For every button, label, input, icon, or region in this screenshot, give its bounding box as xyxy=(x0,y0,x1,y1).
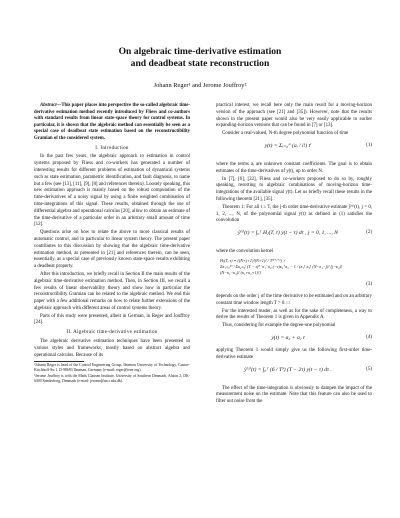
equation-4-number: (4) xyxy=(366,334,372,340)
right-paragraph-7: For the interested reader, as well as for the sake of completeness, a way to derive the results of Theorem 1 is given in Appendix A. xyxy=(216,308,372,321)
equation-3-body xyxy=(220,258,360,276)
title-line-2: and deadbeat state reconstruction xyxy=(130,58,270,69)
footnote-2: ²Jerome Jouffroy is with the Mads Clausen Institute, University of Southern Denmark, Alsion 2, DK-6400 Sønderborg, Denmark (e-mail: jerome@mci.sdu.dk). xyxy=(34,374,190,384)
abstract-text: —This paper places into perspective the so-called algebraic time-derivative estimation method recently introduced by Fliess and co-authors with standard results from linear state-space theory for control systems. In particular, it is shown that the algebraic method can essentially be seen as a special case of deadbeat state estimation based on the reconstructibility Gramian of the considered system. xyxy=(34,103,190,141)
equation-3-line-1: Hⱼ(T, τ) = ((N+j+1)!(N+1)! / Tᴺ⁺ʲ⁺¹) × xyxy=(220,257,286,263)
equation-5-number: (5) xyxy=(366,366,372,372)
equation-3-number: (3) xyxy=(366,281,372,287)
theorem-1: Theorem 1: For all t ≥ T, the j-th order time-derivative estimate ŷ⁽ʲ⁾(t), j = 0, 1, 2, ..., N, of the polynomial signal y(t) as defined in (1) satisfies the convolution xyxy=(216,204,372,224)
right-paragraph-6: depends on the order j of the time derivative to be estimated and on an arbitrary constant time window length T > 0. □ xyxy=(216,293,372,306)
right-paragraph-5: where the convolution kernel xyxy=(216,249,274,255)
abstract-lead: Abstract xyxy=(40,103,57,108)
section-2-paragraph-1: The algebraic derivative estimation techniques have been presented in various styles and frameworks, mostly based on abstract algebra and operational calculus. Because of its xyxy=(34,339,190,358)
right-column xyxy=(216,103,372,407)
equation-1-body: y(t) = Σᵢ₌₀ᴺ (aᵢ / i!) tⁱ xyxy=(264,142,312,149)
right-paragraph-2: Consider a real-valued, N-th degree polynomial function of time xyxy=(222,131,349,137)
abstract xyxy=(34,103,190,143)
equation-5-body: ŷ⁽¹⁾(t) = ∫₀ᵀ (6 / T³) (T − 2τ) y(t − τ) dτ . xyxy=(244,366,332,373)
equation-1-number: (1) xyxy=(366,142,372,148)
intro-paragraph-4: Parts of this study were presented, albeit in German, in Reger and Jouffroy [24]. xyxy=(34,313,190,326)
title-line-1: On algebraic time-derivative estimation xyxy=(118,46,282,57)
equation-2-body: ŷ⁽ʲ⁾(t) = ∫₀ᵀ Hⱼ(T, τ) y(t − τ) dτ , j = 0, 1, ..., N xyxy=(238,230,338,237)
intro-paragraph-3: After this introduction, we briefly recall in Section II the main results of the algebraic time-derivative estimation method. Then, in Section III, we recall a few results of linear observability theory and show how in particular the reconstructibility Gramian can be related to the algebraic method. We end this paper with a few additional remarks on how to relate further extensions of the algebraic approach with different areas of control systems theory. xyxy=(34,271,190,311)
right-paragraph-3: where the terms aᵢ are unknown constant coefficients. The goal is to obtain estimates of the time-derivatives of y(t), up to order N. xyxy=(216,161,372,174)
footnote-1: ¹Johann Reger is head of the Control Engineering Group, Ilmenau University of Technology, Gustav-Kirchhoff-Str.1, D-98693 Ilmenau, Germany (e-mail: reger@ieee.org). xyxy=(34,363,190,373)
right-paragraph-4: In [7], [6], [22], Fliess and co-workers proposed to do so by, roughly speaking, resorting to algebraic combinations of moving-horizon time-integrations of the available signal y(t). Let us briefly recall these results in the following theorem [21], [35]. xyxy=(216,176,372,202)
equation-4-body: y(t) = a₀ + a₁ t xyxy=(271,334,305,341)
equation-5 xyxy=(216,364,372,384)
right-paragraph-1: practical interest, we recall here only the main result for a moving-horizon version of the approach (see [21] and [35]). However, note that the results shown in the present paper would also be very easily applicable to earlier expanding-horizon versions that can be found in [7] or [13]. xyxy=(216,103,372,129)
equation-3-line-2: Σκ₁₌₀ᴺ⁻ʲ Σκ₂₌₀ʲ (T − τ)ᴺ⁻κ₁⁻κ₂ (−τ)κ₁⁺κ₂ − 1 / (κ₁! κ₂! (N−κ₁−j)! (j−κ₂)! (N−κ₁−κ₂)! (κ₁+κ₂+1)!) xyxy=(220,263,343,275)
footnote-rule xyxy=(34,361,84,362)
right-paragraph-10: The effect of the time-integration is obviously to dampen the impact of the measurement noise on the estimate. Note that this feature can also be used to filter out noise from the xyxy=(216,385,372,405)
intro-paragraph-1: In the past few years, the algebraic approach to estimation in control systems proposed by Fliess and co-workers has generated a number of interesting results for different problems of estimation of dynamical systems such as state estimation, parametric identification, and fault diagnosis, to name but a few (see [13], [11], [9], [8] and references therein). Loosely speaking, this new estimation approach is mainly based on the robust computation of the time-derivatives of a noisy signal by using a finite weighted combination of time-integrations of this signal. These results, obtained through the use of differential algebra and operational calculus [20], allow to obtain an estimate of the time-derivative of a particular order in an arbitrary small amount of time [12]. xyxy=(34,154,190,228)
equation-4 xyxy=(216,332,372,346)
equation-1 xyxy=(216,140,372,160)
section-1-heading: I. Introduction xyxy=(95,145,129,151)
intro-paragraph-2: Questions arise on how to relate the above to more classical results of automatic control, and in particular to linear system theory. The present paper contributes to this discussion by showing that the algebraic time-derivative estimation method, as presented in [21] and references therein, can be seen, essentially, as a special case of previously known state-space results exhibiting a deadbeat property. xyxy=(34,230,190,270)
right-paragraph-9: applying Theorem 1 would simply give us the following first-order time-derivative estimate xyxy=(216,347,372,360)
equation-2 xyxy=(216,227,372,247)
left-column xyxy=(34,103,190,385)
equation-2-number: (2) xyxy=(366,230,372,236)
paper-title xyxy=(40,46,360,70)
section-2-heading: II. Algebraic time-derivative estimation xyxy=(66,330,158,336)
equation-3 xyxy=(216,258,372,292)
authors: Johann Reger¹ and Jerome Jouffroy² xyxy=(153,82,247,89)
right-paragraph-8: Thus, considering for example the degree-one polynomial xyxy=(222,323,336,329)
